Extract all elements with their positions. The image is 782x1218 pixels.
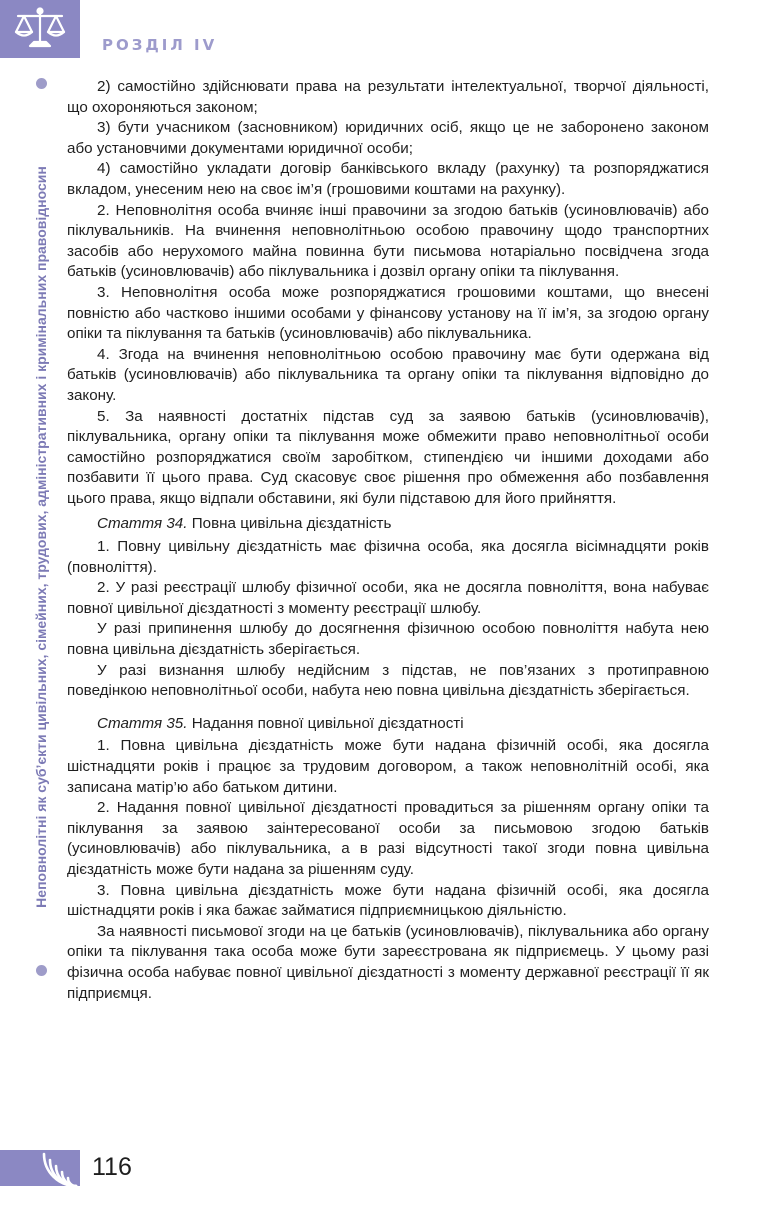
side-dot-bottom xyxy=(36,965,47,976)
radio-waves-icon xyxy=(42,1150,80,1186)
side-dot-top xyxy=(36,78,47,89)
paragraph: У разі припинення шлюбу до досягнення фізичною особою повноліття набута нею повна цивільна дієздатність зберігається. xyxy=(67,620,709,659)
footer-band xyxy=(0,1150,80,1186)
paragraph: За наявності письмової згоди на це батьків (усиновлювачів), піклувальника або органу опіки та піклування така особа може бути зареєстрована як підприємець. У цьому разі фізична особа набуває повної цивільної дієздатності з моменту державної реєстрації її як підприємця. xyxy=(67,922,709,1002)
article-label: Стаття 34. xyxy=(97,515,188,533)
paragraph: 3. Повна цивільна дієздатність може бути надана фізичній особі, яка досягла шістнадцяти років і яка бажає займатися підприємницькою діяльністю. xyxy=(67,881,709,920)
running-title-text: Неповнолітні як суб’єкти цивільних, сімейних, трудових, адміністративних і кримінальних правовідносин xyxy=(33,166,49,908)
page-content xyxy=(67,77,709,1004)
article-heading xyxy=(67,714,709,735)
paragraph: 1. Повну цивільну дієздатність має фізична особа, яка досягла вісімнадцяти років (повноліття). xyxy=(67,538,709,576)
scales-icon xyxy=(10,6,70,52)
paragraph: 2. Надання повної цивільної дієздатності провадиться за рішенням органу опіки та піклування за заявою заінтересованої особи за письмовою згодою батьків (усиновлювачів) або піклувальника, а в разі відсутності такої згоди повна цивільна дієздатність може бути надана за рішенням суду. xyxy=(67,799,709,878)
page-number: 116 xyxy=(92,1153,132,1181)
section-label: РОЗДІЛ IV xyxy=(102,36,218,54)
paragraph: 2) самостійно здійснювати права на результати інтелектуальної, творчої діяльності, що охороняються законом; xyxy=(67,78,709,116)
paragraph: 3) бути учасником (засновником) юридичних осіб, якщо це не заборонено законом або установчими документами юридичної особи; xyxy=(67,119,709,157)
paragraph: У разі визнання шлюбу недійсним з підстав, не пов’язаних з протиправною поведінкою неповнолітньої особи, набута нею повна цивільна дієздатність зберігається. xyxy=(67,661,709,700)
section-emblem xyxy=(0,0,80,58)
article-title: Повна цивільна дієздатність xyxy=(187,515,392,533)
paragraph: 3. Неповнолітня особа може розпоряджатися грошовими коштами, що внесені повністю або частково іншими особами у фінансову установу на її ім’я, за згодою органу опіки та піклування та батьків (усиновлювачів) або піклувальника. xyxy=(67,283,709,343)
article-title: Надання повної цивільної дієздатності xyxy=(187,714,464,732)
article-heading xyxy=(67,514,709,535)
paragraph: 2. У разі реєстрації шлюбу фізичної особи, яка не досягла повноліття, вона набуває повної цивільної дієздатності з моменту реєстрації шлюбу. xyxy=(67,579,709,617)
paragraph: 4. Згода на вчинення неповнолітньою особою правочину має бути одержана від батьків (усиновлювачів) або піклувальника та органу опіки та піклування відповідно до закону. xyxy=(67,345,709,404)
article-label: Стаття 35. xyxy=(97,714,188,732)
paragraph: 2. Неповнолітня особа вчиняє інші правочини за згодою батьків (усиновлювачів) або піклувальників. На вчинення неповнолітньою особою правочину щодо транспортних засобів або нерухомого майна повинна бути письмова нотаріально посвідчена згода батьків (усиновлювачів) або піклувальника і дозвіл органу опіки та піклування. xyxy=(67,201,709,281)
paragraph: 4) самостійно укладати договір банківського вкладу (рахунку) та розпоряджатися вкладом, унесеним нею на своє ім’я (грошовими коштами на рахунку). xyxy=(67,160,709,198)
paragraph: 1. Повна цивільна дієздатність може бути надана фізичній особі, яка досягла шістнадцяти років і працює за трудовим договором, а також неповнолітній особі, яка записана матір’ю або батьком дитини. xyxy=(67,737,709,796)
paragraph: 5. За наявності достатніх підстав суд за заявою батьків (усиновлювачів), піклувальника, органу опіки та піклування може обмежити право неповнолітньої особи самостійно розпоряджатися своїм заробітком, стипендією чи іншими доходами або позбавити її цього права. Суд скасовує своє рішення про обмеження або позбавлення цього права, якщо відпали обставини, які були підставою для його прийняття. xyxy=(67,407,709,507)
